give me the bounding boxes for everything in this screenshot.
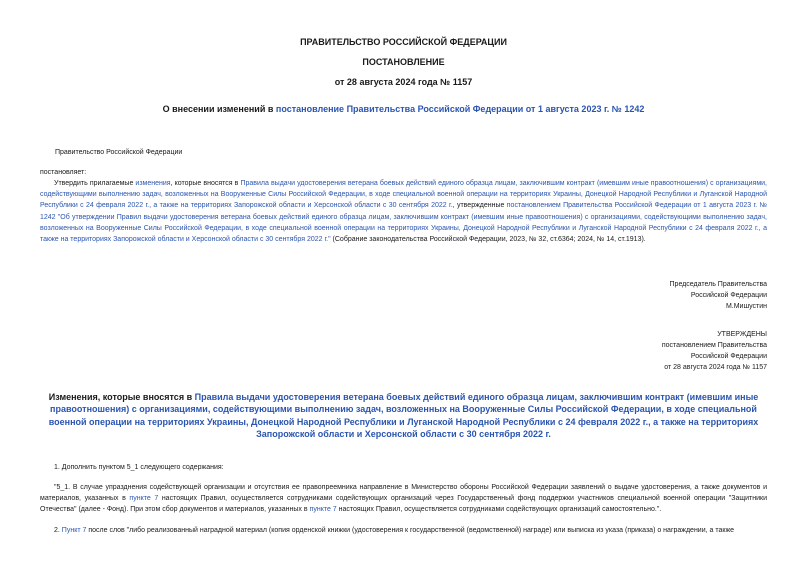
point-7-link-2[interactable]: пункте 7 — [309, 506, 337, 514]
signature-name: М.Мишустин — [725, 303, 767, 310]
changes-rules-link[interactable]: Правила выдачи удостоверения ветерана боевых действий единого образца лицам, заключившим контракт (имевшим иные правоотношения) с организациями, содействующими выполнению задач, возложенных на Вооруженные Силы Российской Федерации, в ходе специальной военной операции на территориях Украины, Донецкой Народной Республики и Луганской Народной Республики с 24 февраля 2022 г., а также на территориях Запорожской области и Херсонской области с 30 сентября 2022 г. — [48, 392, 759, 440]
changes-title: Изменения, которые вносятся в Правила выдачи удостоверения ветерана боевых действий единого образца лицам, заключившим контракт (имевшим иные правоотношения) с организациями, содействующими выполнению задач, возложенных на Вооруженные Силы Российской Федерации, в ходе специальной военной операции на территориях Украины, Донецкой Народной Республики и Луганской Народной Республики с 24 февраля 2022 г., а также на территориях Запорожской области и Херсонской области с 30 сентября 2022 г. — [48, 392, 759, 440]
intro-government: Правительство Российской Федерации — [55, 149, 183, 156]
rules-link[interactable]: Правила выдачи удостоверения ветерана боевых действий единого образца лицам, заключившим контракт (имевшим иные правоотношения) с организациями, содействующими выполнению задач, возложенных на Вооруженные Силы Российской Федерации, в ходе специальной военной операции на территориях Украины, Донецкой Народной Республики и Луганской Народной Республики с 24 февраля 2022 г., а также на территориях Запорожской области и Херсонской области с 30 сентября 2022 г. — [40, 180, 768, 210]
date-number: от 28 августа 2024 года № 1157 — [334, 77, 473, 87]
approved-block: УТВЕРЖДЕНЫ постановлением Правительства Российской Федерации от 28 августа 2024 года № 1157 — [661, 331, 767, 371]
government-header: ПРАВИТЕЛЬСТВО РОССИЙСКОЙ ФЕДЕРАЦИИ — [300, 37, 507, 47]
title-decree-link[interactable]: постановление Правительства Российской Федерации от 1 августа 2023 г. № 1242 — [275, 104, 645, 114]
item-2: 2. Пункт 7 после слов "либо реализованный наградной материал (копия орденской книжки (удостоверения к государственной (ведомственной) награде) или выписка из указа (приказа) о награждении, а также — [54, 527, 735, 534]
intro-decrees: постановляет: — [40, 169, 87, 176]
point-7-link-1[interactable]: пункте 7 — [129, 495, 159, 503]
document-title — [0, 104, 807, 114]
doc-type-heading: ПОСТАНОВЛЕНИЕ — [362, 57, 445, 67]
signature-block — [670, 279, 767, 312]
title-prefix: О внесении изменений в — [162, 104, 276, 114]
item-1: 1. Дополнить пунктом 5_1 следующего содержания: — [54, 464, 224, 471]
signature-title: Председатель Правительства — [669, 281, 767, 288]
resolution-paragraph: Утвердить прилагаемые изменения, которые вносятся в Правила выдачи удостоверения ветерана боевых действий единого образца лицам, заключившим контракт (имевшим иные правоотношения) с организациями, содействующими выполнению задач, возложенных на Вооруженные Силы Российской Федерации, в ходе специальной военной операции на территориях Украины, Донецкой Народной Республики и Луганской Народной Республики с 24 февраля 2022 г., а также на территориях Запорожской области и Херсонской области с 30 сентября 2022 г., утвержденные постановлением Правительства Российской Федерации от 1 августа 2023 г. № 1242 "Об утверждении Правил выдачи удостоверения ветерана боевых действий единого образца лицам, заключившим контракт (имевшим иные правоотношения) с организациями, содействующими выполнению задач, возложенных на Вооруженные Силы Российской Федерации, в ходе специальной военной операции на территориях Украины, Донецкой Народной Республики и Луганской Народной Республики с 24 февраля 2022 г., а также на территориях Запорожской области и Херсонской области с 30 сентября 2022 г." (Собрание законодательства Российской Федерации, 2023, № 32, ст.6364; 2024, № 14, ст.1913). — [40, 180, 768, 244]
item-1-quote: "5_1. В случае упразднения содействующей организации и отсутствия ее правопреемника направление в Министерство обороны Российской Федерации заявлений о выдаче удостоверения, а также документов и материалов, указанных в пункте 7 настоящих Правил, осуществляется сотрудниками содействующих организаций через Государственный фонд поддержки участников специальной военной операции "Защитники Отечества" (далее - Фонд). При этом сбор документов и материалов, указанных в пункте 7 настоящих Правил, осуществляется сотрудниками содействующих организаций самостоятельно.". — [40, 484, 768, 514]
changes-link[interactable]: изменения — [135, 180, 171, 187]
approved-heading: УТВЕРЖДЕНЫ — [717, 331, 767, 338]
item-2-point-7-link[interactable]: Пункт 7 — [61, 527, 87, 534]
signature-country: Российской Федерации — [690, 292, 767, 299]
decree-link[interactable]: постановлением Правительства Российской Федерации от 1 августа 2023 г. № 1242 "Об утверждении Правил выдачи удостоверения ветерана боевых действий единого образца лицам, заключившим контракт (имевшим иные правоотношения) с организациями, содействующими выполнению задач, возложенных на Вооруженные Силы Российской Федерации, в ходе специальной военной операции на территориях Украины, Донецкой Народной Республики и Луганской Народной Республики с 24 февраля 2022 г., а также на территориях Запорожской области и Херсонской области с 30 сентября 2022 г." — [40, 202, 767, 244]
